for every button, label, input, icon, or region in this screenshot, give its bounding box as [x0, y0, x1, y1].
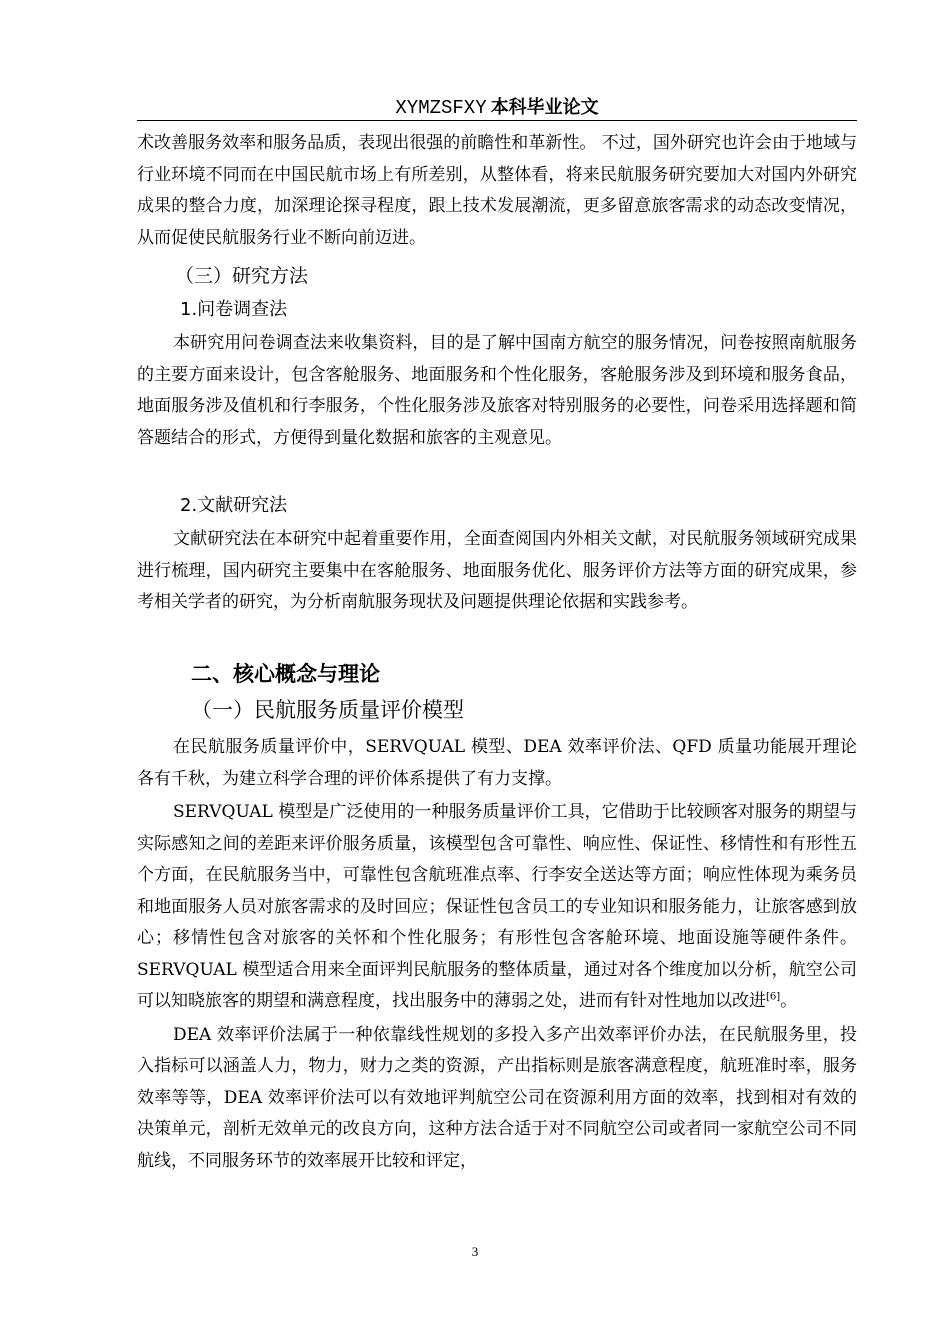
paragraph-literature: 文献研究法在本研究中起着重要作用，全面查阅国内外相关文献，对民航服务领域研究成果进行梳理，国内研究主要集中在客舱服务、地面服务优化、服务评价方法等方面的研究成果，参考相关学者的研究，为分析南航服务现状及问题提供理论依据和实践参考。: [137, 529, 857, 612]
servqual-end: 。: [780, 991, 798, 1011]
body-text-block-4: [137, 732, 857, 1177]
citation-reference: [6]: [766, 991, 781, 1003]
paragraph-servqual: [137, 797, 857, 1018]
running-header: [137, 96, 857, 121]
paragraph-questionnaire: 本研究用问卷调查法来收集资料，目的是了解中国南方航空的服务情况，问卷按照南航服务的主要方面来设计，包含客舱服务、地面服务和个性化服务，客舱服务涉及到环境和服务食品，地面服务涉及值机和行李服务，个性化服务涉及旅客对特别服务的必要性，问卷采用选择题和简答题结合的形式，方便得到量化数据和旅客的主观意见。: [137, 333, 857, 448]
chapter-heading-wrapper: [137, 656, 857, 692]
subheading-wrapper-2: [137, 490, 857, 522]
subheading-wrapper-1: [137, 294, 857, 326]
heading-research-methods: （三）研究方法: [175, 265, 309, 287]
paragraph-dea: DEA 效率评价法属于一种依靠线性规划的多投入多产出效率评价办法，在民航服务里，投入指标可以涵盖人力，物力，财力之类的资源，产出指标则是旅客满意程度，航班准时率，服务效率等等，DEA 效率评价法可以有效地评判航空公司在资源利用方面的效率，找到相对有效的决策单元，剖析无效单元的改良方向，这种方法合适于对不同航空公司或者同一家航空公司不同航线，不同服务环节的效率展开比较和评定，: [137, 1024, 857, 1171]
heading-literature-method: 2.文献研究法: [180, 495, 288, 516]
heading-evaluation-model: （一）民航服务质量评价模型: [191, 698, 464, 722]
heading-chapter-two: 二、核心概念与理论: [191, 662, 380, 686]
header-title: 本科毕业论文: [490, 97, 599, 118]
paragraph-intro-continuation: 术改善服务效率和服务品质，表现出很强的前瞻性和革新性。 不过，国外研究也许会由于地域与行业环境不同而在中国民航市场上有所差别，从整体看，将来民航服务研究要加大对国内外研究成果的整合力度，加深理论探寻程度，跟上技术发展潮流，更多留意旅客需求的动态改变情况，从而促使民航服务行业不断向前迈进。: [137, 133, 857, 248]
section-heading-wrapper: [137, 260, 857, 292]
body-text-block-3: [137, 524, 857, 619]
servqual-text: SERVQUAL 模型是广泛使用的一种服务质量评价工具，它借助于比较顾客对服务的期望与实际感知之间的差距来评价服务质量，该模型包含可靠性、响应性、保证性、移情性和有形性五个方面，在民航服务当中，可靠性包含航班准点率、行李安全送达等方面；响应性体现为乘务员和地面服务人员对旅客需求的及时回应；保证性包含员工的专业知识和服务能力，让旅客感到放心；移情性包含对旅客的关怀和个性化服务；有形性包含客舱环境、地面设施等硬件条件。SERVQUAL 模型适合用来全面评判民航服务的整体质量，通过对各个维度加以分析，航空公司可以知晓旅客的期望和满意程度，找出服务中的薄弱之处，进而有针对性地加以改进: [137, 802, 857, 1011]
section-heading-wrapper-2: [137, 692, 857, 728]
body-text-block-2: [137, 328, 857, 454]
header-brand: XYMZSFXY: [395, 97, 487, 119]
body-text-block-1: [137, 128, 857, 254]
paragraph-models-intro: 在民航服务质量评价中，SERVQUAL 模型、DEA 效率评价法、QFD 质量功能展开理论各有千秋，为建立科学合理的评价体系提供了有力支撑。: [137, 737, 857, 789]
heading-questionnaire-method: 1.问卷调查法: [180, 299, 288, 320]
page-number: 3: [471, 1244, 479, 1259]
